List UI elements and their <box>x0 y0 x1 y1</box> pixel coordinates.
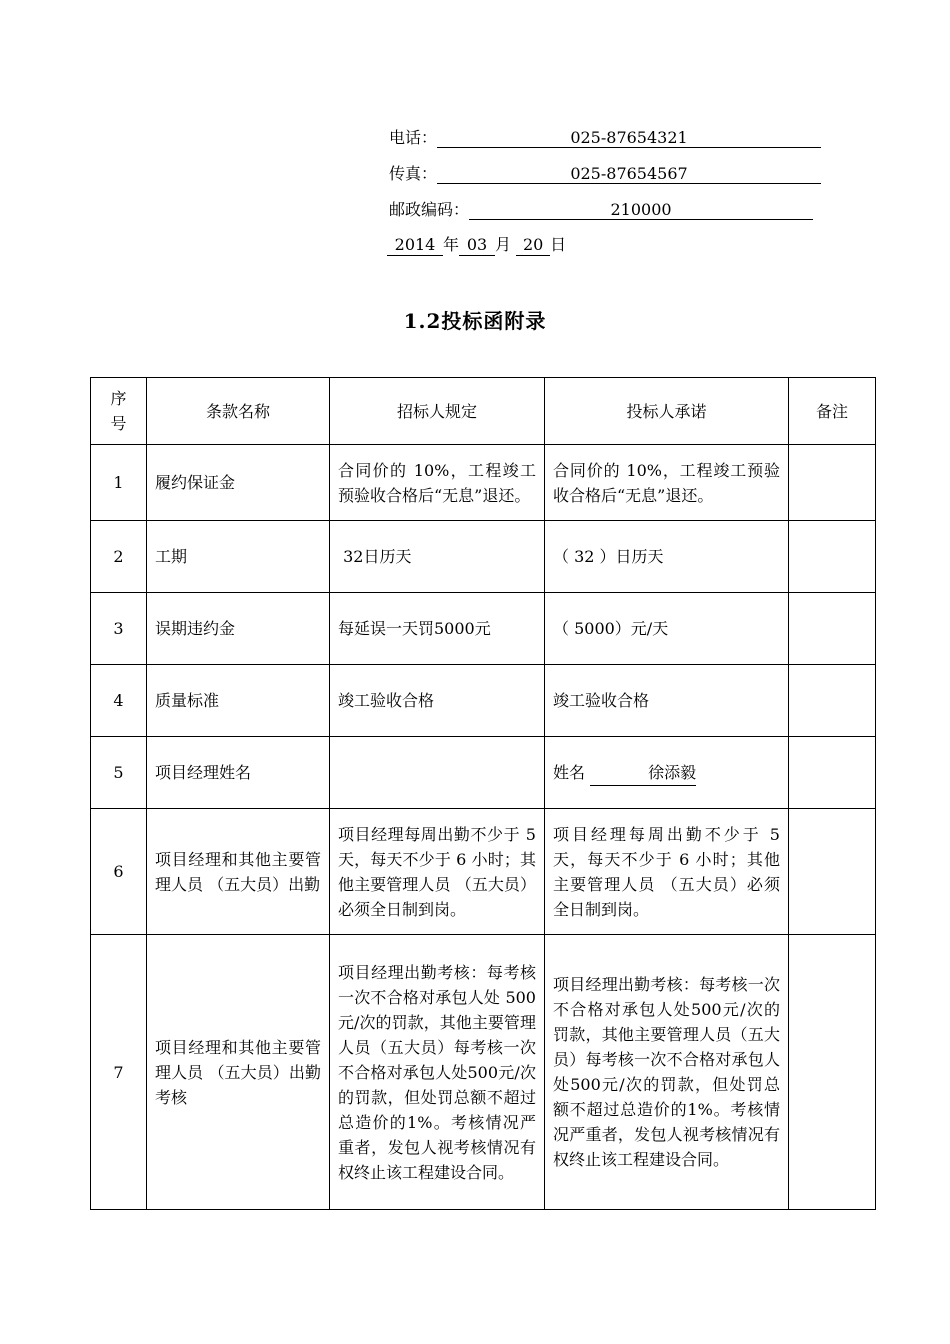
row-bidder: 合同价的 10%，工程竣工预验收合格后“无息”退还。 <box>545 445 789 521</box>
row-clause: 误期违约金 <box>147 593 330 665</box>
header-bidder: 投标人承诺 <box>545 378 789 445</box>
header-tenderer: 招标人规定 <box>330 378 545 445</box>
row-clause: 项目经理和其他主要管理人员 （五大员）出勤 <box>147 809 330 935</box>
fax-label: 传真： <box>389 164 438 183</box>
row-bidder: 竣工验收合格 <box>545 665 789 737</box>
row-note <box>789 665 876 737</box>
table-row <box>91 935 876 1210</box>
date-line <box>387 235 566 256</box>
row-bidder: 项目经理出勤考核：每考核一次不合格对承包人处500元/次的罚款，其他主要管理人员（五大员）每考核一次不合格对承包人处500元/次的罚款，但处罚总额不超过总造价的1%。考核情况严重者，发包人视考核情况有权终止该工程建设合同。 <box>545 935 789 1210</box>
fax-value: 025-87654567 <box>437 164 821 184</box>
date-month: 03 <box>459 235 495 256</box>
date-day: 20 <box>516 235 550 256</box>
row-tenderer: 竣工验收合格 <box>330 665 545 737</box>
row-note <box>789 809 876 935</box>
row-clause: 项目经理姓名 <box>147 737 330 809</box>
manager-name-label: 姓名 <box>553 762 586 782</box>
header-seq: 序号 <box>91 378 147 445</box>
row-bidder: （ 32 ）日历天 <box>545 521 789 593</box>
date-month-unit: 月 <box>495 235 512 254</box>
row-tenderer: 项目经理出勤考核：每考核一次不合格对承包人处 500 元/次的罚款，其他主要管理人员（五大员）每考核一次不合格对承包人处500元/次的罚款，但处罚总额不超过总造价的1%。考核情况严重者，发包人视考核情况有权终止该工程建设合同。 <box>330 935 545 1210</box>
row-seq: 1 <box>91 445 147 521</box>
date-day-unit: 日 <box>550 235 567 254</box>
phone-line <box>389 128 821 148</box>
row-tenderer: 32日历天 <box>330 521 545 593</box>
row-bidder: 项目经理每周出勤不少于 5 天，每天不少于 6 小时；其他主要管理人员 （五大员）必须全日制到岗。 <box>545 809 789 935</box>
bid-appendix-table <box>90 377 876 1210</box>
phone-value: 025-87654321 <box>437 128 821 148</box>
row-tenderer: 每延误一天罚5000元 <box>330 593 545 665</box>
row-bidder: （ 5000）元/天 <box>545 593 789 665</box>
row-note <box>789 737 876 809</box>
row-note <box>789 593 876 665</box>
row-seq: 6 <box>91 809 147 935</box>
row-clause: 质量标准 <box>147 665 330 737</box>
row-seq: 2 <box>91 521 147 593</box>
postcode-label: 邮政编码： <box>389 200 470 219</box>
row-clause: 履约保证金 <box>147 445 330 521</box>
fax-line <box>389 164 821 184</box>
postcode-value: 210000 <box>469 200 813 220</box>
manager-name-value: 徐添毅 <box>590 760 696 786</box>
row-clause: 项目经理和其他主要管理人员 （五大员）出勤考核 <box>147 935 330 1210</box>
row-seq: 5 <box>91 737 147 809</box>
row-note <box>789 935 876 1210</box>
row-seq: 4 <box>91 665 147 737</box>
row-tenderer: 项目经理每周出勤不少于 5 天，每天不少于 6 小时；其他主要管理人员 （五大员）必须全日制到岗。 <box>330 809 545 935</box>
date-year-unit: 年 <box>443 235 460 254</box>
table-row <box>91 445 876 521</box>
phone-label: 电话： <box>389 128 438 147</box>
row-seq: 3 <box>91 593 147 665</box>
row-tenderer <box>330 737 545 809</box>
row-clause: 工期 <box>147 521 330 593</box>
table-row <box>91 809 876 935</box>
table-row <box>91 521 876 593</box>
table-header-row <box>91 378 876 445</box>
row-bidder <box>545 737 789 809</box>
table-row <box>91 593 876 665</box>
row-note <box>789 445 876 521</box>
header-clause: 条款名称 <box>147 378 330 445</box>
header-note: 备注 <box>789 378 876 445</box>
table-row <box>91 665 876 737</box>
date-year: 2014 <box>387 235 443 256</box>
row-note <box>789 521 876 593</box>
row-seq: 7 <box>91 935 147 1210</box>
row-tenderer: 合同价的 10%，工程竣工预验收合格后“无息”退还。 <box>330 445 545 521</box>
table-row <box>91 737 876 809</box>
section-title: 1.2投标函附录 <box>403 309 547 333</box>
postcode-line <box>389 200 813 220</box>
